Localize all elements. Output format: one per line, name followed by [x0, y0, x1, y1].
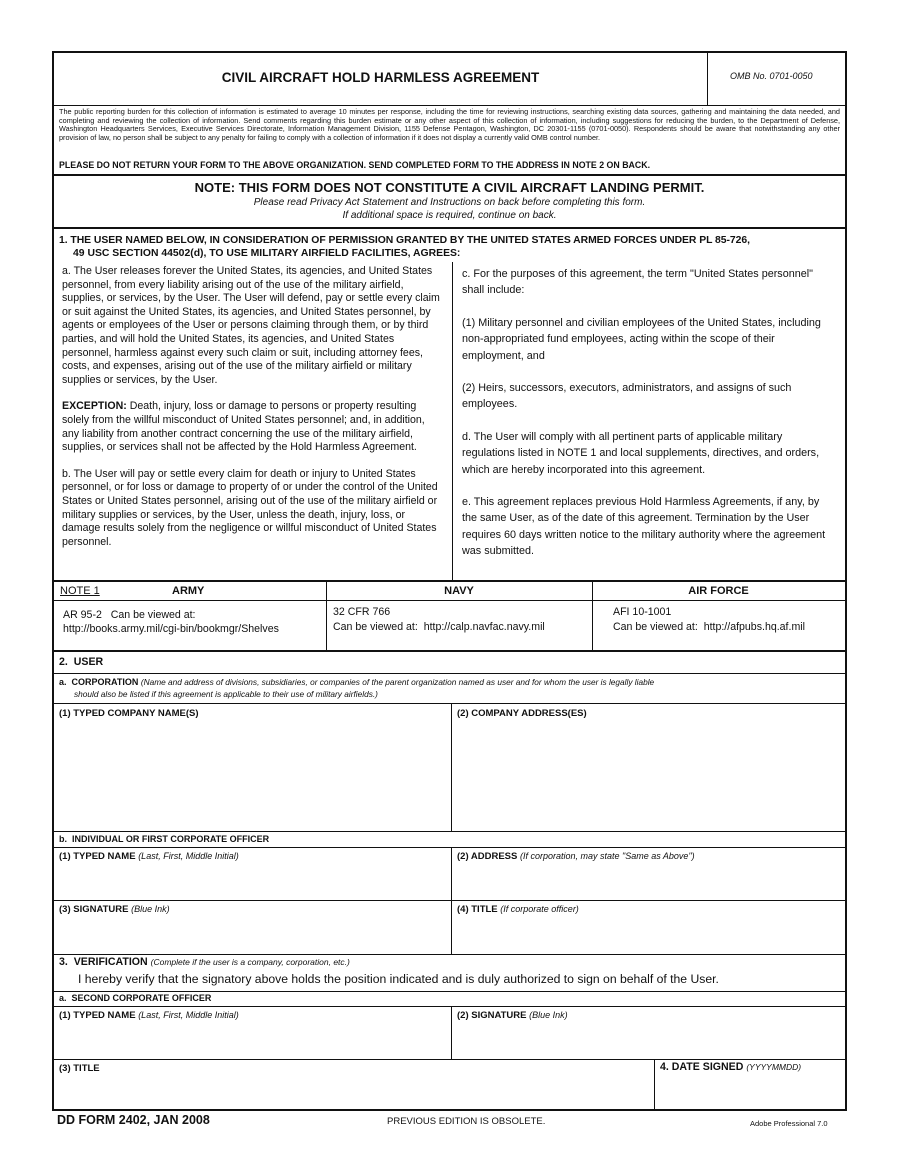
navy-reference: 32 CFR 766 — [333, 606, 391, 618]
section2-heading: 2. USER — [59, 656, 104, 668]
rule — [54, 673, 845, 674]
address-label — [457, 851, 695, 862]
typed-name-field[interactable] — [56, 864, 449, 898]
rule — [54, 1059, 845, 1060]
rule — [54, 703, 845, 704]
signature-text: (3) SIGNATURE — [59, 904, 129, 915]
army-url[interactable]: http://books.army.mil/cgi-bin/bookmgr/Shelves — [63, 623, 279, 635]
rule — [54, 1006, 845, 1007]
corporation-note: (Name and address of divisions, subsidiaries, or companies of the parent organization named as user and for whom the user is legally liable — [140, 677, 655, 687]
title-note: (If corporate officer) — [500, 904, 579, 914]
corporation-label-text: a. CORPORATION — [59, 677, 139, 687]
form-title: CIVIL AIRCRAFT HOLD HARMLESS AGREEMENT — [221, 70, 540, 85]
exception-text: Death, injury, loss or damage to persons or property resulting solely from the willful misconduct of United States personnel; and, in addition, any liability from another contract concerning the use of the military airfield, supplies, or services shall not be affected by the Hold Harmless Agreement. — [62, 400, 425, 454]
rule — [54, 227, 845, 229]
second-typed-name-label — [59, 1010, 239, 1021]
note1-divider — [326, 580, 327, 650]
section1-left-column — [62, 265, 443, 549]
air-force-reference: AFI 10-1001 — [613, 606, 672, 618]
company-addresses-field[interactable] — [454, 721, 843, 829]
date-signed-text: 4. DATE SIGNED — [660, 1061, 744, 1073]
army-reference: AR 95-2 Can be viewed at: — [63, 609, 196, 621]
rule — [54, 105, 845, 106]
signature-label — [59, 904, 170, 915]
note-additional-space: If additional space is required, continue on back. — [342, 210, 557, 221]
date-signed-note: (YYYYMMDD) — [746, 1062, 802, 1072]
address-text: (2) ADDRESS — [457, 851, 518, 862]
second-officer-label: a. SECOND CORPORATE OFFICER — [59, 993, 212, 1003]
second-typed-name-text: (1) TYPED NAME — [59, 1010, 136, 1021]
paragraph-b: b. The User will pay or settle every claim for death or injury to United States personnel, or for loss or damage to property of or under the control of the United States or United States personnel, arising out of the use of the military airfield or military supplies or services, by the User, unless the death, injury, loss, or damage results solely from the negligence or willful misconduct of United States personnel. — [62, 467, 438, 548]
burden-statement: The public reporting burden for this collection of information is estimated to average 10 minutes per response, including the time for reviewing instructions, searching existing data sources, gathering and maintaining the data needed, and completing and reviewing the collection of information. Send comments regarding this burden estimate or any other aspect of this collection of information, including suggestions for reducing the burden, to the Department of Defense, Washington Headquarters Services, Executive Services Directorate, Information Management Division, 1155 Defense Pentagon, Washington, DC 20301-1155 (0701-0050). Respondents should be aware that notwithstanding any other provision of law, no person shall be subject to any penalty for failing to comply with a collection of information if it does not display a currently valid OMB control number. — [59, 107, 840, 142]
second-typed-name-note: (Last, First, Middle Initial) — [138, 1010, 239, 1020]
title-label — [457, 904, 579, 915]
signature-note: (Blue Ink) — [131, 904, 170, 914]
rule — [54, 991, 845, 992]
typed-name-note: (Last, First, Middle Initial) — [138, 851, 239, 861]
paragraph-d: d. The User will comply with all pertinent parts of applicable military regulations listed in NOTE 1 and local supplements, directives, and orders, which are hereby incorporated into this agreement. — [462, 430, 820, 476]
software-version: Adobe Professional 7.0 — [750, 1119, 828, 1128]
navy-heading: NAVY — [444, 585, 474, 597]
verification-note: (Complete if the user is a company, corporation, etc.) — [150, 957, 350, 967]
verification-heading-text: 3. VERIFICATION — [59, 956, 148, 968]
second-signature-field[interactable] — [454, 1023, 843, 1057]
field-divider — [451, 703, 452, 831]
previous-edition-notice: PREVIOUS EDITION IS OBSOLETE. — [387, 1116, 546, 1127]
rule — [54, 650, 845, 652]
second-title-label: (3) TITLE — [59, 1063, 100, 1074]
rule — [54, 954, 845, 955]
title-text: (4) TITLE — [457, 904, 498, 915]
verification-statement: I hereby verify that the signatory above holds the position indicated and is duly authorized to sign on behalf of the User. — [78, 972, 719, 986]
second-signature-text: (2) SIGNATURE — [457, 1010, 527, 1021]
typed-name-label — [59, 851, 239, 862]
return-notice: PLEASE DO NOT RETURN YOUR FORM TO THE ABOVE ORGANIZATION. SEND COMPLETED FORM TO THE ADDRESS IN NOTE 2 ON BACK. — [59, 160, 651, 170]
signature-field[interactable] — [56, 917, 449, 952]
navy-url[interactable]: Can be viewed at: http://calp.navfac.navy.mil — [333, 621, 545, 633]
second-title-field[interactable] — [56, 1075, 652, 1107]
note1-divider — [592, 580, 593, 650]
note1-label: NOTE 1 — [60, 585, 100, 597]
first-officer-label: b. INDIVIDUAL OR FIRST CORPORATE OFFICER — [59, 834, 270, 844]
rule — [54, 600, 845, 601]
date-signed-field[interactable] — [657, 1075, 843, 1107]
field-divider — [451, 1006, 452, 1059]
corporation-label — [59, 677, 654, 687]
exception-label: EXCEPTION: — [62, 400, 127, 413]
header-divider — [707, 53, 708, 105]
company-names-label: (1) TYPED COMPANY NAME(S) — [59, 708, 199, 719]
second-signature-label — [457, 1010, 568, 1021]
section1-right-column — [462, 266, 830, 560]
omb-number: OMB No. 0701-0050 — [730, 71, 813, 81]
rule — [54, 580, 845, 582]
paragraph-a: a. The User releases forever the United States, its agencies, and United States personnel, from every liability arising out of the use of the military airfield, supplies, or services, by the User. The User will defend, pay or settle every claim or suit against the United States, its agencies, and United States personnel, by agents or employees of the User or persons claiming through them, or by third parties, and will hold the United States, its agencies, and United States personnel, harmless against every such claim or suit, including attorney fees, costs, and expenses, arising out of the use of the military airfield or military supplies or services, by the User. — [62, 265, 440, 386]
section1-heading-line2: 49 USC SECTION 44502(d), TO USE MILITARY AIRFIELD FACILITIES, AGREES: — [73, 248, 461, 259]
field-divider — [654, 1059, 655, 1109]
date-signed-label — [660, 1061, 801, 1073]
second-signature-note: (Blue Ink) — [529, 1010, 568, 1020]
rule — [54, 847, 845, 848]
address-field[interactable] — [454, 864, 843, 898]
army-heading: ARMY — [172, 585, 205, 597]
section1-column-divider — [452, 262, 453, 580]
form-identifier: DD FORM 2402, JAN 2008 — [57, 1113, 210, 1127]
rule — [54, 174, 845, 176]
note-privacy: Please read Privacy Act Statement and Instructions on back before completing this form. — [253, 197, 646, 208]
verification-heading — [59, 956, 350, 968]
rule — [54, 900, 845, 901]
section1-heading-line1: 1. THE USER NAMED BELOW, IN CONSIDERATION OF PERMISSION GRANTED BY THE UNITED STATES ARMED FORCES UNDER PL 85-726, — [59, 235, 750, 246]
air-force-heading: AIR FORCE — [688, 585, 749, 597]
company-addresses-label: (2) COMPANY ADDRESS(ES) — [457, 708, 587, 719]
paragraph-c1: (1) Military personnel and civilian employees of the United States, including non-appropriated fund employees, acting within the scope of their employment, and — [462, 316, 821, 362]
rule — [54, 831, 845, 832]
note-heading: NOTE: THIS FORM DOES NOT CONSTITUTE A CIVIL AIRCRAFT LANDING PERMIT. — [194, 180, 705, 195]
paragraph-c: c. For the purposes of this agreement, the term "United States personnel" shall include: — [462, 268, 813, 297]
address-note: (If corporation, may state "Same as Above") — [520, 851, 695, 861]
company-names-field[interactable] — [56, 721, 449, 829]
paragraph-c2: (2) Heirs, successors, executors, administrators, and assigns of such employees. — [462, 382, 792, 411]
exception-paragraph — [62, 400, 443, 454]
second-typed-name-field[interactable] — [56, 1023, 449, 1057]
typed-name-text: (1) TYPED NAME — [59, 851, 136, 862]
corporation-note-line2: should also be listed if this agreement is applicable to their use of military airfields.) — [74, 689, 378, 699]
form-frame — [52, 51, 847, 1111]
air-force-url[interactable]: Can be viewed at: http://afpubs.hq.af.mil — [613, 621, 805, 633]
title-field[interactable] — [454, 917, 843, 952]
paragraph-e: e. This agreement replaces previous Hold Harmless Agreements, if any, by the same User, as of the date of this agreement. Termination by the User requires 60 days written notice to the military authority where the agreement was submitted. — [462, 496, 826, 558]
